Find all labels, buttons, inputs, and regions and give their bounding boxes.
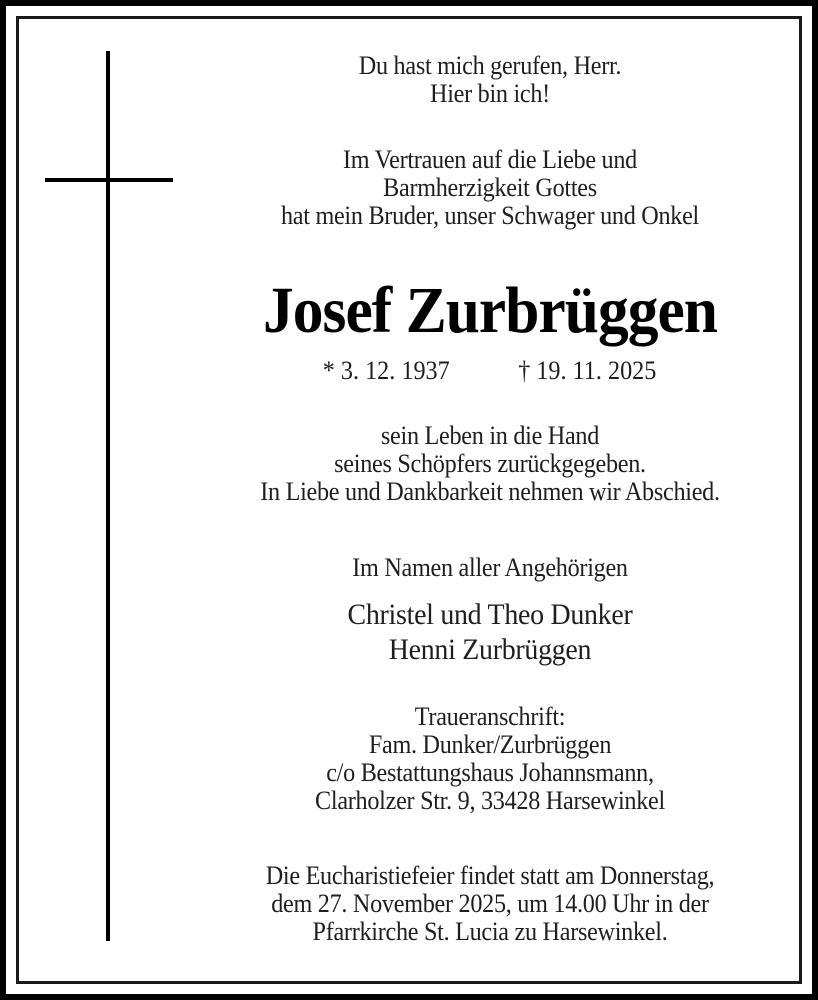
closing-text xyxy=(200,422,780,506)
address-line: Traueranschrift: xyxy=(414,702,566,731)
service-line: dem 27. November 2025, um 14.00 Uhr in der xyxy=(271,889,709,918)
quote-line: Du hast mich gerufen, Herr. xyxy=(358,51,622,80)
deceased-name: Josef Zurbrüggen xyxy=(262,274,718,347)
service-info xyxy=(200,862,780,946)
birth-date: * 3. 12. 1937 xyxy=(323,356,451,385)
closing-line: sein Leben in die Hand xyxy=(380,421,600,450)
closing-line: seines Schöpfers zurückgegeben. xyxy=(334,449,646,478)
intro-line: Im Vertrauen auf die Liebe und xyxy=(343,145,637,174)
life-dates xyxy=(200,357,780,385)
death-date: † 19. 11. 2025 xyxy=(518,356,657,385)
address-line: Clarholzer Str. 9, 33428 Harsewinkel xyxy=(315,786,665,815)
intro-line: Barmherzigkeit Gottes xyxy=(383,173,597,202)
service-line: Pfarrkirche St. Lucia zu Harsewinkel. xyxy=(312,917,668,946)
on-behalf-text: Im Namen aller Angehörigen xyxy=(352,553,628,582)
cross-vertical-bar xyxy=(106,51,110,941)
service-line: Die Eucharistiefeier findet statt am Donnerstag, xyxy=(265,861,715,890)
intro-text xyxy=(200,146,780,230)
address-line: Fam. Dunker/Zurbrüggen xyxy=(368,730,612,759)
quote-line: Hier bin ich! xyxy=(430,79,550,108)
signatory-line: Henni Zurbrüggen xyxy=(388,633,592,666)
intro-line: hat mein Bruder, unser Schwager und Onkel xyxy=(280,201,700,230)
address-line: c/o Bestattungshaus Johannsmann, xyxy=(326,758,654,787)
mourning-address xyxy=(200,703,780,815)
signatory-line: Christel und Theo Dunker xyxy=(347,598,633,631)
closing-line: In Liebe und Dankbarkeit nehmen wir Abschied. xyxy=(260,477,720,506)
bible-quote xyxy=(200,52,780,108)
signatories xyxy=(200,597,780,667)
cross-horizontal-bar xyxy=(45,178,173,182)
